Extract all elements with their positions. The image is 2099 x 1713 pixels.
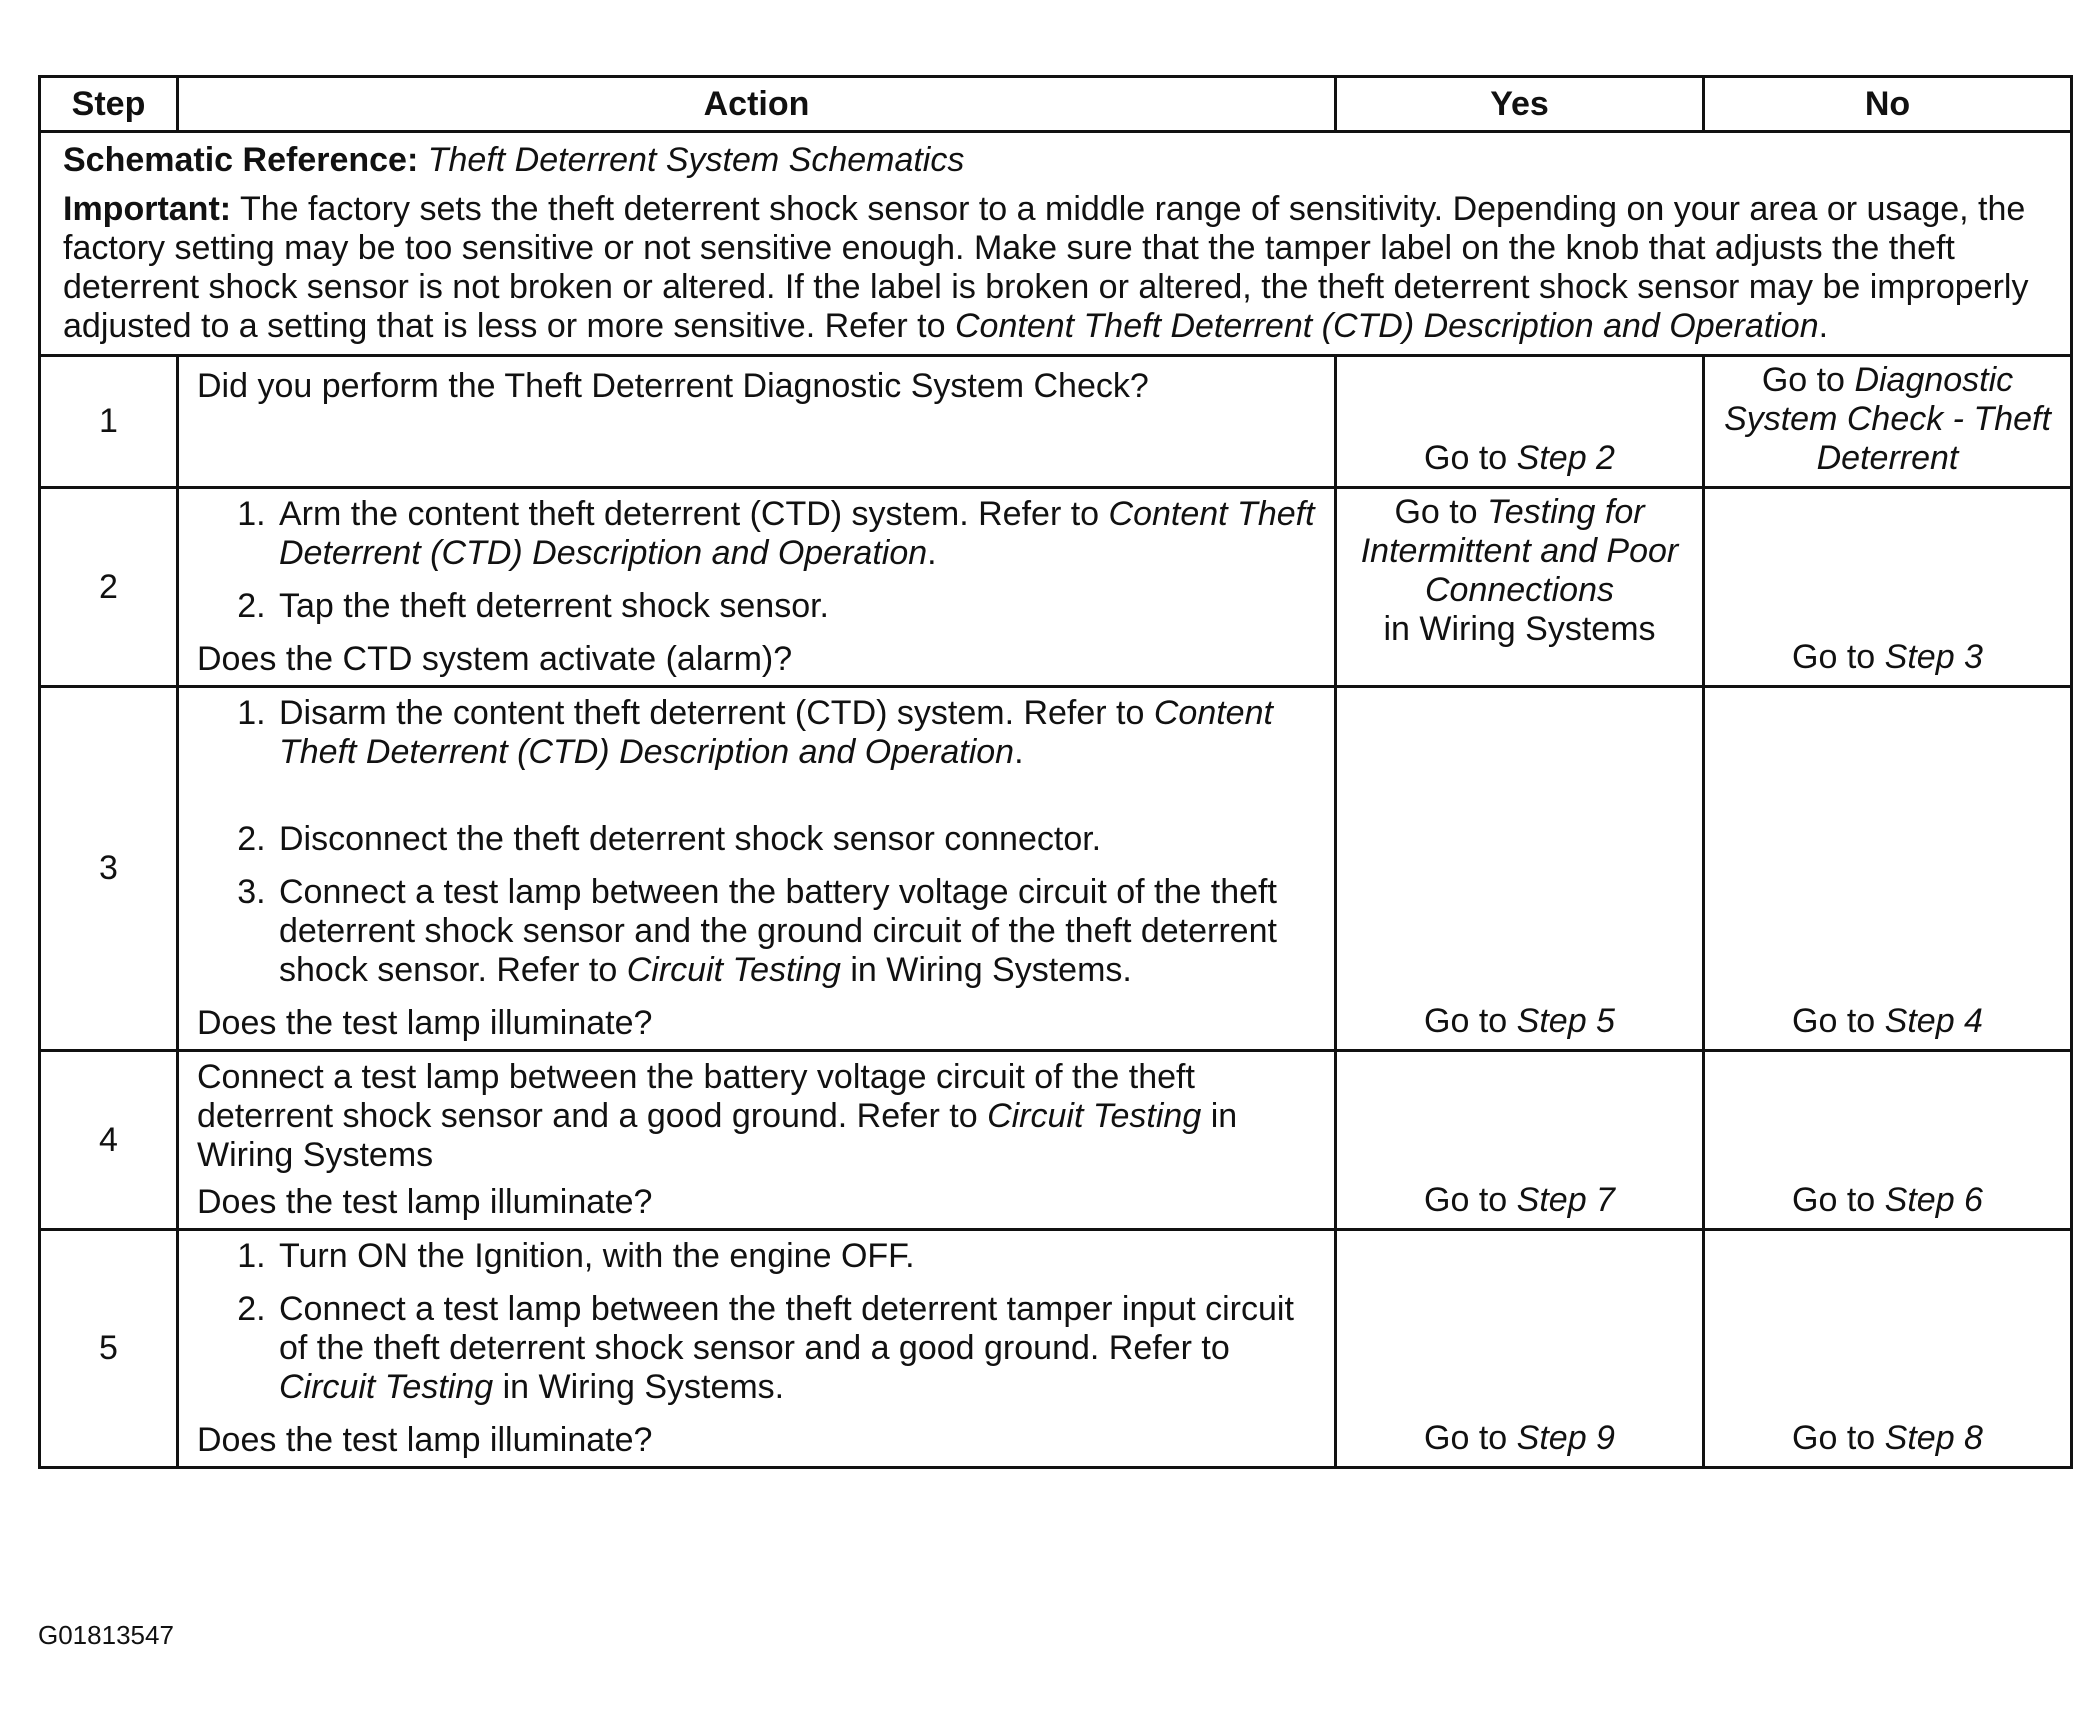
action-cell [178,1230,1336,1468]
yes-link[interactable]: Step 7 [1516,1181,1615,1219]
action-question: Does the test lamp illuminate? [197,1421,653,1459]
action-step-item: 1. Arm the content theft deterrent (CTD) system. Refer to Content Theft Deterrent (CTD) Description and Operation. [275,495,1316,573]
step-number: 5 [40,1230,178,1468]
schematic-link[interactable]: Theft Deterrent System Schematics [427,141,965,179]
no-cell [1704,488,2072,687]
yes-prefix: Go to [1394,493,1478,531]
intro-row [40,132,2072,356]
important-label: Important: [63,190,232,228]
yes-cell [1336,356,1704,488]
no-prefix: Go to [1792,1419,1876,1457]
action-step-item: 3. Connect a test lamp between the battery voltage circuit of the theft deterrent shock sensor and the ground circuit of the theft deterrent shock sensor. Refer to Circuit Testing in Wiring Systems. [275,873,1316,990]
table-row [40,356,2072,488]
header-row [40,77,2072,132]
action-link[interactable]: Circuit Testing [626,951,841,989]
step-number: 4 [40,1051,178,1230]
yes-prefix: Go to [1424,1419,1508,1457]
yes-cell [1336,687,1704,1051]
no-prefix: Go to [1792,1181,1876,1219]
header-yes: Yes [1336,77,1704,132]
yes-cell [1336,488,1704,687]
no-cell [1704,356,2072,488]
yes-link[interactable]: Step 2 [1516,439,1615,477]
header-no: No [1704,77,2072,132]
action-question: Does the test lamp illuminate? [197,1183,653,1221]
important-link[interactable]: Content Theft Deterrent (CTD) Description and Operation [955,307,1819,345]
no-prefix: Go to [1792,638,1876,676]
no-cell [1704,1230,2072,1468]
action-steps [197,1237,1316,1407]
table-row [40,488,2072,687]
table-row [40,1230,2072,1468]
action-question: Does the CTD system activate (alarm)? [197,640,793,678]
action-link[interactable]: Content Theft Deterrent (CTD) Description and Operation [279,694,1273,771]
action-step-item: 2. Connect a test lamp between the theft deterrent tamper input circuit of the theft deterrent shock sensor and a good ground. Refer to Circuit Testing in Wiring Systems. [275,1290,1316,1407]
important-note [63,190,2052,346]
important-text: The factory sets the theft deterrent shock sensor to a middle range of sensitivity. Depending on your area or usage, the factory setting may be too sensitive or not sensitive enough. Make sure that the tamper label on the knob that adjusts the theft deterrent shock sensor is not broken or altered. If the label is broken or altered, the theft deterrent shock sensor may be improperly adjusted to a setting that is less or more sensitive. Refer to [63,190,2029,345]
action-cell [178,488,1336,687]
action-text: Connect a test lamp between the battery voltage circuit of the theft deterrent shock sensor and a good ground. Refer to Circuit Testing in Wiring Systems [197,1058,1238,1174]
step-number: 2 [40,488,178,687]
action-question: Does the test lamp illuminate? [197,1004,653,1042]
yes-link[interactable]: Testing for Intermittent and Poor Connections [1360,493,1679,609]
action-link[interactable]: Circuit Testing [987,1097,1202,1135]
action-step-item: 1. Disarm the content theft deterrent (CTD) system. Refer to Content Theft Deterrent (CTD) Description and Operation. [275,694,1316,772]
action-cell [178,1051,1336,1230]
header-action: Action [178,77,1336,132]
action-question: Did you perform the Theft Deterrent Diagnostic System Check? [197,367,1149,405]
yes-cell [1336,1230,1704,1468]
action-step-item: 1. Turn ON the Ignition, with the engine OFF. [275,1237,1316,1276]
diagnostic-page [38,75,2070,1469]
no-link[interactable]: Step 3 [1884,638,1983,676]
no-link[interactable]: Diagnostic System Check - Theft Deterrent [1724,361,2051,477]
yes-suffix: in Wiring Systems [1383,610,1656,648]
intro-cell [40,132,2072,356]
action-steps [197,694,1316,990]
diagnostic-table [38,75,2073,1469]
no-link[interactable]: Step 6 [1884,1181,1983,1219]
no-prefix: Go to [1761,361,1845,399]
action-step-item: 2. Disconnect the theft deterrent shock sensor connector. [275,820,1316,859]
yes-prefix: Go to [1424,439,1508,477]
action-link[interactable]: Circuit Testing [279,1368,494,1406]
action-step-item: 2. Tap the theft deterrent shock sensor. [275,587,1316,626]
no-link[interactable]: Step 4 [1884,1002,1983,1040]
action-steps [197,495,1316,626]
yes-prefix: Go to [1424,1002,1508,1040]
step-number: 1 [40,356,178,488]
yes-prefix: Go to [1424,1181,1508,1219]
action-link[interactable]: Content Theft Deterrent (CTD) Description and Operation [279,495,1315,572]
action-cell [178,687,1336,1051]
no-link[interactable]: Step 8 [1884,1419,1983,1457]
yes-link[interactable]: Step 9 [1516,1419,1615,1457]
no-cell [1704,1051,2072,1230]
schematic-label: Schematic Reference: [63,141,419,179]
yes-cell [1336,1051,1704,1230]
yes-link[interactable]: Step 5 [1516,1002,1615,1040]
no-prefix: Go to [1792,1002,1876,1040]
no-cell [1704,687,2072,1051]
table-row [40,687,2072,1051]
action-cell [178,356,1336,488]
important-end: . [1818,307,1829,345]
step-number: 3 [40,687,178,1051]
header-step: Step [40,77,178,132]
table-row [40,1051,2072,1230]
figure-id: G01813547 [38,1620,174,1650]
schematic-reference [63,141,2052,180]
